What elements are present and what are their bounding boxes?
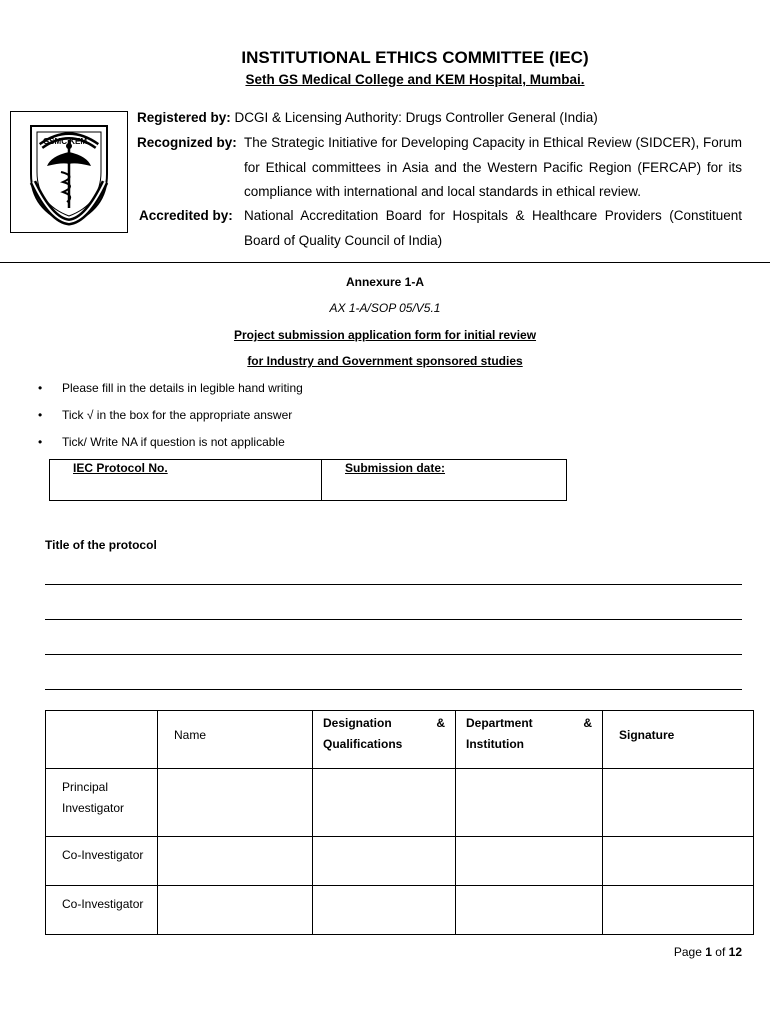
table-header-row [46, 711, 754, 769]
header-designation: Designation & Qualifications [313, 711, 456, 769]
name-cell[interactable] [158, 769, 313, 837]
accredited-text: National Accreditation Board for Hospitals & Healthcare Providers (Constituent Board of Quality Council of India) [244, 208, 742, 248]
table-row [46, 886, 754, 935]
protocol-title-label: Title of the protocol [45, 538, 157, 552]
table-row [46, 769, 754, 837]
accredited-label: Accredited by: [139, 208, 233, 223]
bullet-icon: • [38, 435, 43, 449]
institution-logo [10, 111, 128, 233]
role-cell: Co-Investigator [46, 886, 158, 935]
title-line-3[interactable] [45, 654, 742, 655]
role-cell: Co-Investigator [46, 837, 158, 886]
institution-subtitle: Seth GS Medical College and KEM Hospital, Mumbai. [245, 72, 585, 87]
title-line-2[interactable] [45, 619, 742, 620]
protocol-table-divider [321, 459, 322, 501]
submission-date-field[interactable]: Submission date: [345, 461, 446, 475]
document-title: INSTITUTIONAL ETHICS COMMITTEE (IEC) [241, 48, 589, 67]
name-cell[interactable] [158, 837, 313, 886]
form-title-line2: for Industry and Government sponsored studies [247, 354, 523, 368]
designation-cell[interactable] [313, 886, 456, 935]
header-department: Department & Institution [456, 711, 603, 769]
signature-cell[interactable] [603, 837, 754, 886]
department-cell[interactable] [456, 837, 603, 886]
instructions-list [38, 378, 303, 459]
instruction-item: • Tick/ Write NA if question is not applicable [38, 432, 303, 459]
investigators-table [45, 710, 754, 935]
logo-text: GSMC KEM [43, 137, 87, 146]
registered-label: Registered by: [137, 110, 231, 125]
bullet-icon: • [38, 381, 43, 395]
title-line-1[interactable] [45, 584, 742, 585]
registered-text: DCGI & Licensing Authority: Drugs Controller General (India) [234, 110, 598, 125]
header-blank [46, 711, 158, 769]
instruction-item: • Please fill in the details in legible hand writing [38, 378, 303, 405]
designation-cell[interactable] [313, 837, 456, 886]
name-cell[interactable] [158, 886, 313, 935]
bullet-icon: • [38, 408, 43, 422]
form-title-line1: Project submission application form for initial review [233, 328, 537, 342]
signature-cell[interactable] [603, 886, 754, 935]
role-cell: Principal Investigator [46, 769, 158, 837]
title-line-4[interactable] [45, 689, 742, 690]
table-row [46, 837, 754, 886]
annexure-label: Annexure 1-A [345, 275, 425, 289]
crest-emblem [11, 112, 127, 232]
designation-cell[interactable] [313, 769, 456, 837]
protocol-no-field[interactable]: IEC Protocol No. [73, 461, 168, 475]
page-number: Page 1 of 12 [673, 945, 742, 959]
recognized-text: The Strategic Initiative for Developing Capacity in Ethical Review (SIDCER), Forum for Ethical committees in Asia and the Western Pacific Region (FERCAP) for its compliance with international and local standards in ethical review. [244, 135, 742, 199]
registered-row [137, 106, 598, 131]
header-signature: Signature [603, 711, 754, 769]
recognized-label: Recognized by: [137, 135, 237, 150]
header-name: Name [158, 711, 313, 769]
instruction-item: • Tick √ in the box for the appropriate answer [38, 405, 303, 432]
header-divider [0, 262, 770, 263]
signature-cell[interactable] [603, 769, 754, 837]
sop-code: AX 1-A/SOP 05/V5.1 [329, 301, 441, 315]
department-cell[interactable] [456, 886, 603, 935]
department-cell[interactable] [456, 769, 603, 837]
